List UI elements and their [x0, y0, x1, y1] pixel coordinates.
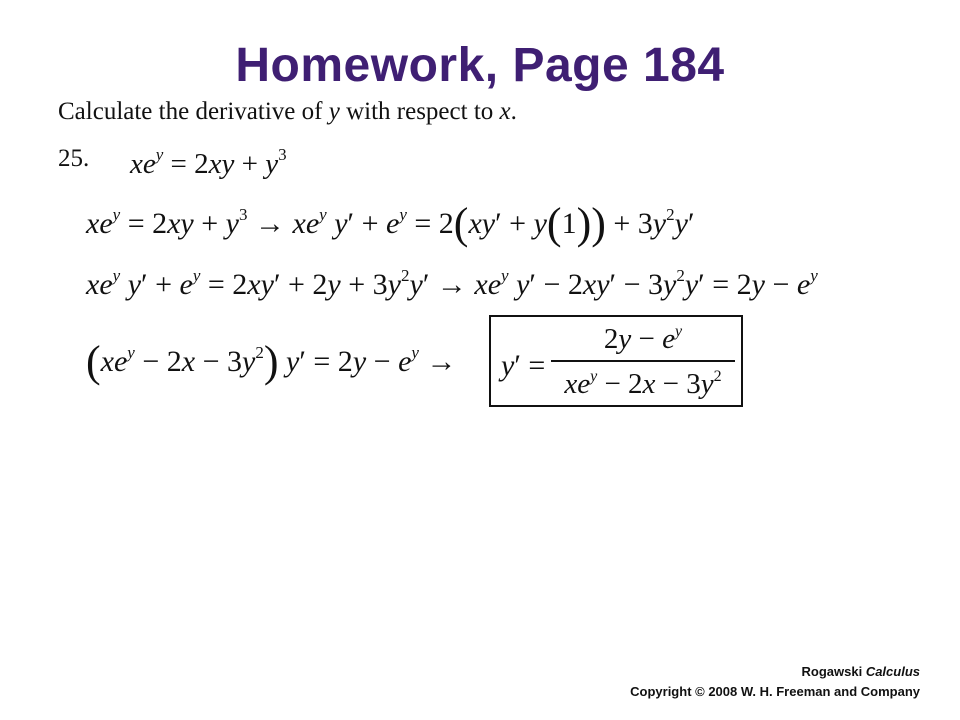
- solution-step-1: $xe^y = 2xy + y^3 \to xe^y$ $y' + e^y = 2(xy' + y(1)) + 3y^2y'$: [86, 199, 695, 248]
- answer-fraction: [551, 323, 735, 401]
- solution-step-2: $xe^y$ $y' + e^y = 2xy' + 2y + 3y^2y' \to xe^y$ $y' - 2xy' - 3y^2y' = 2y - e^y$: [86, 266, 818, 301]
- solution-step-3: $(xe^y - 2x - 3y^2) y' = 2y - e^y$ →: [86, 337, 457, 386]
- answer-numerator: $2y - e^y$: [603, 323, 683, 355]
- footer-copyright-line: Copyright © 2008 W. H. Freeman and Company: [630, 684, 920, 699]
- final-answer-box: [489, 315, 743, 407]
- answer-lhs: y′ =: [501, 349, 546, 382]
- answer-denominator: $xe^y - 2x - 3y^2$: [564, 368, 722, 400]
- copyright-footer: [630, 662, 920, 702]
- given-equation: $xe^y = 2xy + y^3$: [130, 145, 287, 180]
- footer-book-line: Rogawski Calculus: [801, 664, 920, 679]
- slide-title: Homework, Page 184: [235, 39, 725, 92]
- instruction-text: Calculate the derivative of y with respect to x.: [58, 98, 517, 125]
- fraction-bar: [551, 360, 735, 362]
- problem-number: 25.: [58, 145, 90, 172]
